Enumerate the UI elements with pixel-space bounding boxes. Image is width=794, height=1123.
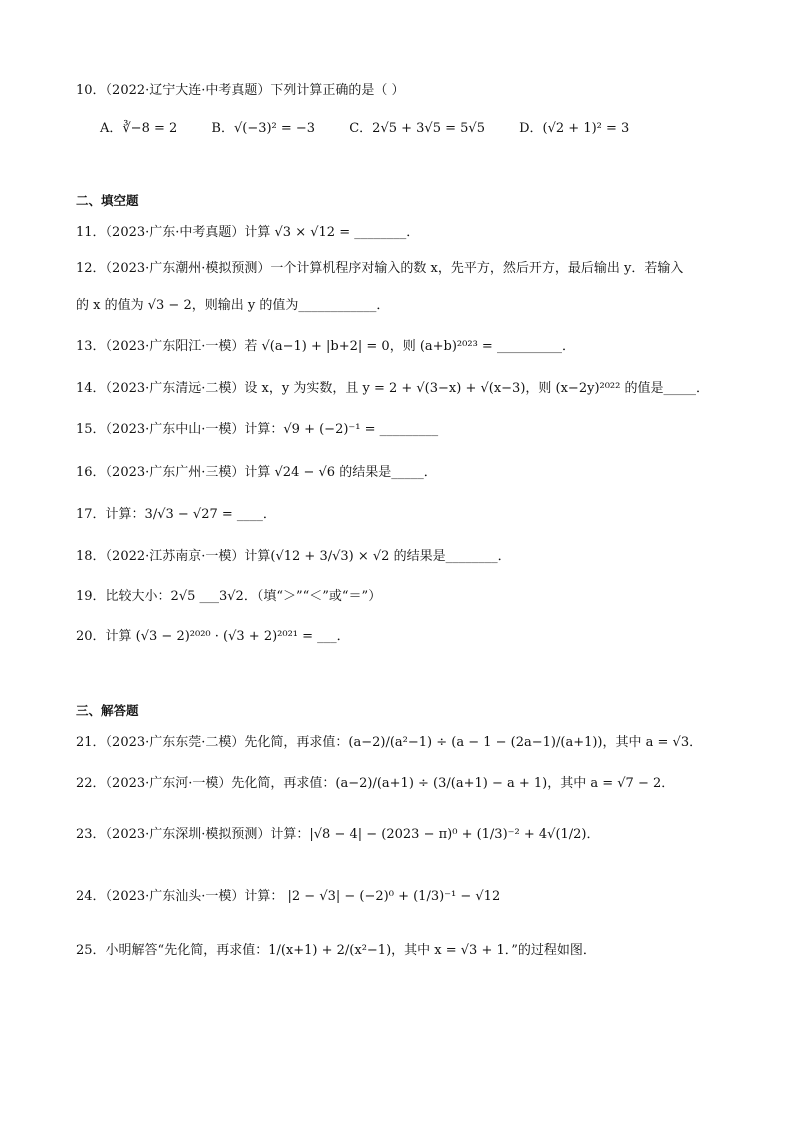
question-19: 19．比较大小：2√5 ___3√2．（填“＞”“＜”或“＝”） [76,589,382,604]
question-14: 14．（2023·广东清远·二模）设 x，y 为实数，且 y = 2 + √(3−x) + √(x−3)，则 (x−2y)²⁰²² 的值是_____． [76,381,709,396]
question-25: 25．小明解答“先化简，再求值：1/(x+1) + 2/(x²−1)，其中 x = √3 + 1．”的过程如图． [76,943,596,958]
option-a: A．∛−8 = 2 [100,121,178,136]
option-b: B．√(−3)² = −3 [211,121,316,136]
question-21: 21．（2023·广东东莞·二模）先化简，再求值：(a−2)/(a²−1) ÷ (a − 1 − (2a−1)/(a+1))，其中 a = √3． [76,735,703,750]
question-16: 16．（2023·广东广州·三模）计算 √24 − √6 的结果是_____． [76,465,437,480]
option-c: C．2√5 + 3√5 = 5√5 [349,121,485,136]
question-18: 18．（2022·江苏南京·一模）计算(√12 + 3/√3) × √2 的结果是________． [76,549,511,564]
option-d: D．(√2 + 1)² = 3 [519,121,630,136]
question-10-options [100,120,659,138]
question-17: 17．计算：3/√3 − √27 = ____． [76,507,276,522]
question-10-stem: 10．（2022·辽宁大连·中考真题）下列计算正确的是（ ） [76,83,405,98]
question-22: 22．（2023·广东河·一模）先化简，再求值：(a−2)/(a+1) ÷ (3/(a+1) − a + 1)，其中 a = √7 − 2． [76,776,675,791]
section-answer-title: 三、解答题 [76,703,139,718]
question-13: 13．（2023·广东阳江·一模）若 √(a−1) + |b+2| = 0，则 (a+b)²⁰²³ = __________． [76,339,575,354]
question-20: 20．计算 (√3 − 2)²⁰²⁰ · (√3 + 2)²⁰²¹ = ___． [76,629,350,644]
question-23: 23．（2023·广东深圳·模拟预测）计算：|√8 − 4| − (2023 − π)⁰ + (1/3)⁻² + 4√(1/2)． [76,827,600,842]
question-12-line2: 的 x 的值为 √3 − 2，则输出 y 的值为____________． [76,298,390,313]
question-12-line1: 12．（2023·广东潮州·模拟预测）一个计算机程序对输入的数 x，先平方，然后开方，最后输出 y．若输入 [76,261,684,276]
question-15: 15．（2023·广东中山·一模）计算：√9 + (−2)⁻¹ = _________ [76,422,439,437]
question-11: 11．（2023·广东·中考真题）计算 √3 × √12 = ________． [76,225,420,240]
question-24: 24．（2023·广东汕头·一模）计算： |2 − √3| − (−2)⁰ + (1/3)⁻¹ − √12 [76,889,501,904]
section-fill-in-title: 二、填空题 [76,193,139,208]
